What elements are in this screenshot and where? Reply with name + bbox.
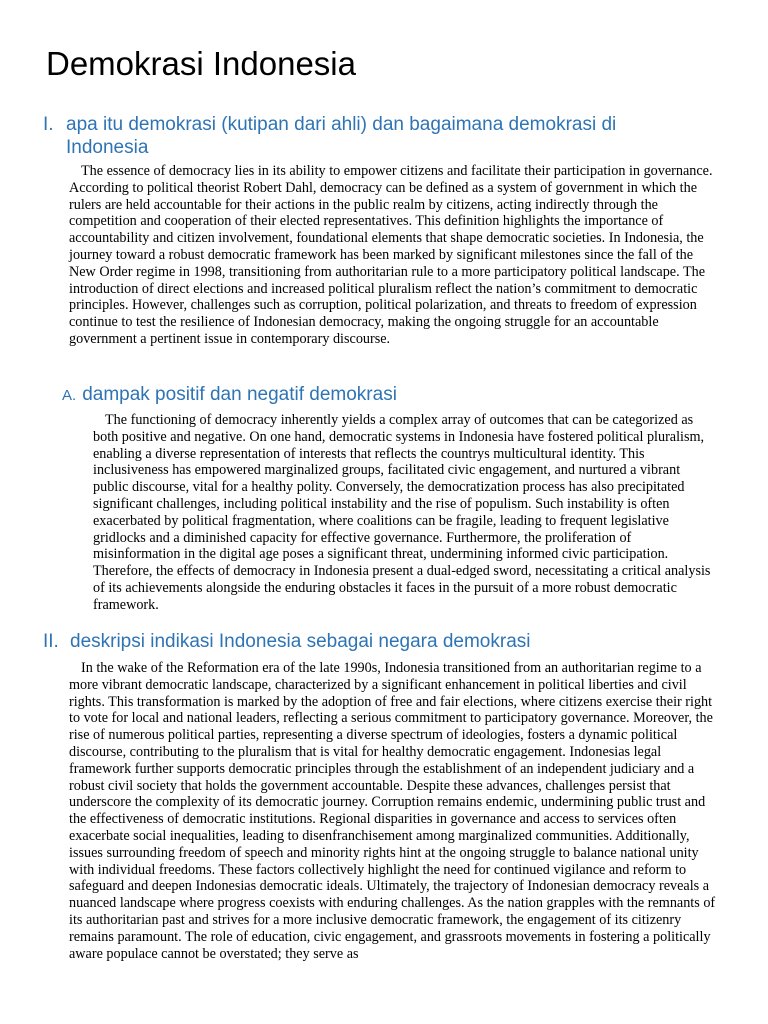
subsection-a-paragraph: The functioning of democracy inherently yields a complex array of outcomes that can be categorized as both positive and negative. On one hand, democratic systems in Indonesia have fostered political pluralism, enabling a diverse representation of interests that reflects the countrys multicultural identity. This inclusiveness has empowered marginalized groups, facilitated civic engagement, and nurtured a vibrant public discourse, vital for a healthy polity. Conversely, the democratization process has also precipitated significant challenges, including political instability and the rise of populism. Such instability is often exacerbated by political fragmentation, where coalitions can be fragile, leading to frequent legislative gridlocks and a diminished capacity for effective governance. Furthermore, the proliferation of misinformation in the digital age poses a significant threat, undermining informed civic participation. Therefore, the effects of democracy in Indonesia present a dual-edged sword, necessitating a critical analysis of its achievements alongside the enduring obstacles it faces in the pursuit of a more robust democratic framework.	[93, 412, 711, 613]
section-2-paragraph: In the wake of the Reformation era of the late 1990s, Indonesia transitioned from an authoritarian regime to a more vibrant democratic landscape, characterized by a significant enhancement in political liberties and civil rights. This transformation is marked by the adoption of free and fair elections, where citizens exercise their right to vote for local and national leaders, reflecting a serious commitment to participatory governance. Moreover, the rise of numerous political parties, representing a diverse spectrum of ideologies, fosters a dynamic political discourse, contributing to the pluralism that is vital for healthy democratic engagement. Indonesias legal framework further supports democratic principles through the establishment of an independent judiciary and a robust civil society that holds the government accountable. Despite these advances, challenges persist that underscore the complexity of its democratic journey. Corruption remains endemic, undermining public trust and the effectiveness of democratic institutions. Regional disparities in governance and access to services often exacerbate social inequalities, leading to disenfranchisement among marginalized communities. Additionally, issues surrounding freedom of speech and minority rights hint at the ongoing struggle to balance national unity with individual freedoms. These factors collectively highlight the need for continued vigilance and reform to safeguard and deepen Indonesias democratic ideals. Ultimately, the trajectory of Indonesian democracy reveals a nuanced landscape where progress coexists with enduring challenges. As the nation grapples with the remnants of its authoritarian past and strives for a more inclusive democratic framework, the engagement of its citizenry remains paramount. The role of education, civic engagement, and grassroots movements in fostering a politically aware populace cannot be overstated; they serve as	[69, 660, 716, 962]
document-title: Demokrasi Indonesia	[46, 45, 356, 82]
subsection-a-heading-text: dampak positif dan negatif demokrasi	[82, 384, 397, 405]
section-1-heading-text: apa itu demokrasi (kutipan dari ahli) dan bagaimana demokrasi di Indonesia	[66, 114, 617, 158]
section-1-heading	[43, 113, 683, 159]
subsection-a-number: A.	[62, 387, 77, 404]
section-2-heading	[43, 630, 723, 653]
subsection-a-heading	[62, 383, 702, 407]
section-2-number: II.	[43, 631, 59, 652]
section-1-paragraph: The essence of democracy lies in its ability to empower citizens and facilitate their participation in governance. According to political theorist Robert Dahl, democracy can be defined as a system of government in which the rulers are held accountable for their actions in the public realm by citizens, acting indirectly through the competition and cooperation of their elected representatives. This definition highlights the importance of accountability and citizen involvement, foundational elements that shape democratic societies. In Indonesia, the journey toward a robust democratic framework has been marked by significant milestones since the fall of the New Order regime in 1998, transitioning from authoritarian rule to a more participatory political landscape. The introduction of direct elections and increased political pluralism reflect the nation’s commitment to democratic principles. However, challenges such as corruption, political polarization, and threats to freedom of expression continue to test the resilience of Indonesian democracy, making the ongoing struggle for an accountable government a pertinent issue in contemporary discourse.	[69, 163, 713, 347]
section-1-number: I.	[43, 114, 54, 135]
section-2-heading-text: deskripsi indikasi Indonesia sebagai negara demokrasi	[70, 631, 531, 652]
